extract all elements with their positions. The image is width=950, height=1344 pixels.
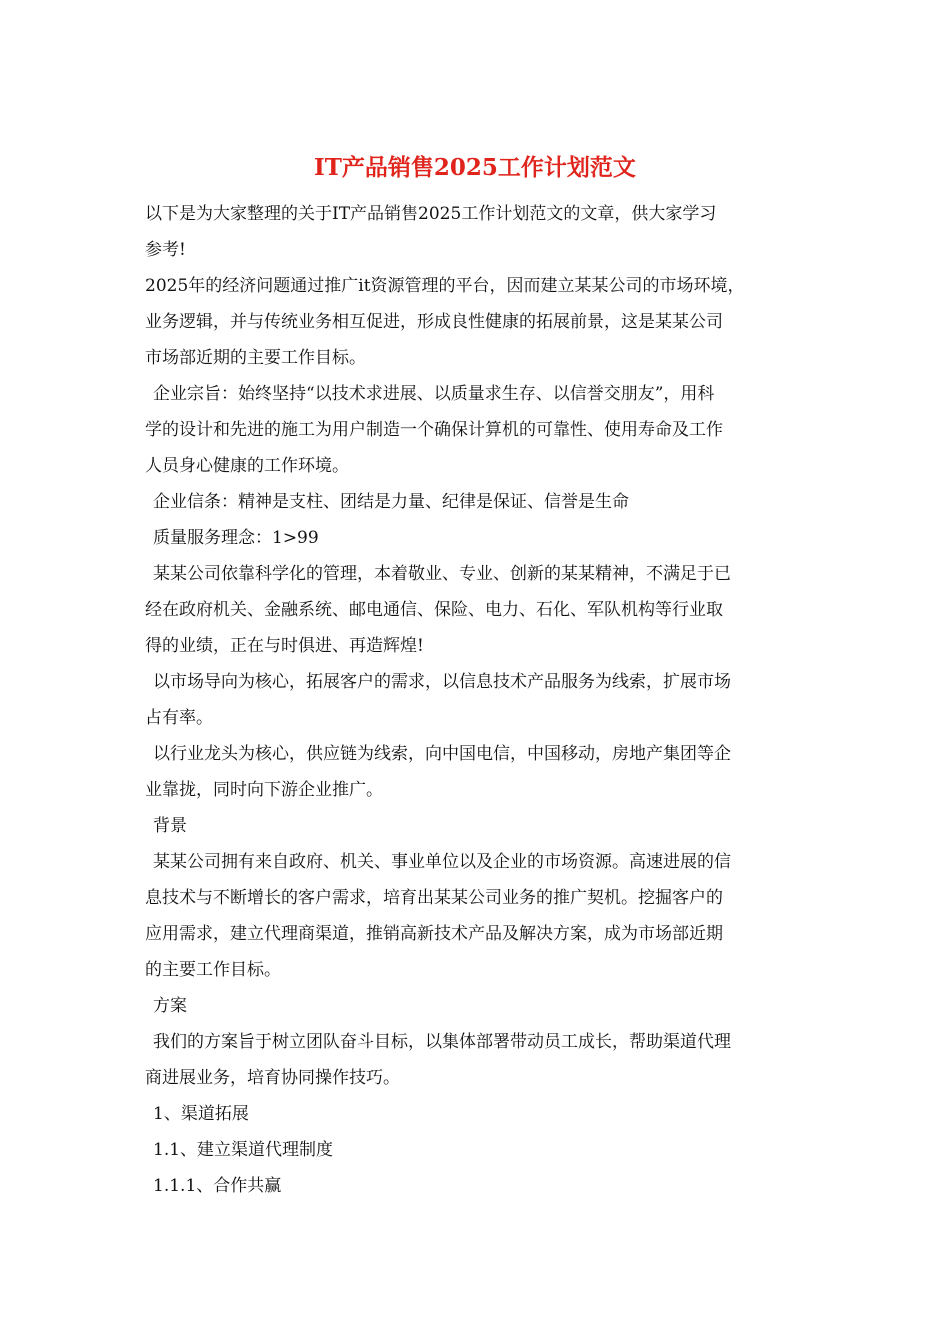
text-line: 经在政府机关、金融系统、邮电通信、保险、电力、石化、军队机构等行业取 bbox=[145, 600, 723, 620]
document-title: IT产品销售2025工作计划范文 bbox=[314, 154, 636, 181]
text-line: 占有率。 bbox=[145, 708, 213, 728]
text-line: 得的业绩，正在与时俱进、再造辉煌! bbox=[145, 636, 424, 656]
text-line: 以行业龙头为核心，供应链为线索，向中国电信，中国移动，房地产集团等企 bbox=[153, 744, 731, 764]
text-line: 应用需求，建立代理商渠道，推销高新技术产品及解决方案，成为市场部近期 bbox=[145, 924, 723, 944]
text-line: 方案 bbox=[153, 996, 187, 1016]
text-line: 市场部近期的主要工作目标。 bbox=[145, 348, 366, 368]
text-line: 息技术与不断增长的客户需求，培育出某某公司业务的推广契机。挖掘客户的 bbox=[145, 888, 723, 908]
text-line: 企业信条：精神是支柱、团结是力量、纪律是保证、信誉是生命 bbox=[153, 492, 629, 512]
text-line: 的主要工作目标。 bbox=[145, 960, 281, 980]
text-line: 学的设计和先进的施工为用户制造一个确保计算机的可靠性、使用寿命及工作 bbox=[145, 420, 723, 440]
text-line: 业务逻辑，并与传统业务相互促进，形成良性健康的拓展前景，这是某某公司 bbox=[145, 312, 723, 332]
text-line: 背景 bbox=[153, 816, 187, 836]
text-line: 商进展业务，培育协同操作技巧。 bbox=[145, 1068, 400, 1088]
text-line: 1、渠道拓展 bbox=[153, 1104, 249, 1124]
text-line: 以市场导向为核心，拓展客户的需求，以信息技术产品服务为线索，扩展市场 bbox=[153, 672, 731, 692]
text-line: 1.1、建立渠道代理制度 bbox=[153, 1140, 334, 1160]
text-line: 以下是为大家整理的关于IT产品销售2025工作计划范文的文章，供大家学习 bbox=[145, 204, 717, 224]
text-line: 人员身心健康的工作环境。 bbox=[145, 456, 349, 476]
text-line: 企业宗旨：始终坚持“以技术求进展、以质量求生存、以信誉交朋友”，用科 bbox=[153, 384, 715, 404]
text-line: 某某公司拥有来自政府、机关、事业单位以及企业的市场资源。高速进展的信 bbox=[153, 852, 731, 872]
text-line: 业靠拢，同时向下游企业推广。 bbox=[145, 780, 383, 800]
text-line: 2025年的经济问题通过推广it资源管理的平台，因而建立某某公司的市场环境， bbox=[145, 276, 745, 296]
text-line: 某某公司依靠科学化的管理，本着敬业、专业、创新的某某精神，不满足于已 bbox=[153, 564, 731, 584]
text-line: 我们的方案旨于树立团队奋斗目标，以集体部署带动员工成长，帮助渠道代理 bbox=[153, 1032, 731, 1052]
text-line: 质量服务理念：1>99 bbox=[153, 528, 319, 548]
document-body bbox=[145, 196, 825, 1204]
text-line: 1.1.1、合作共赢 bbox=[153, 1176, 282, 1196]
text-line: 参考! bbox=[145, 240, 186, 260]
